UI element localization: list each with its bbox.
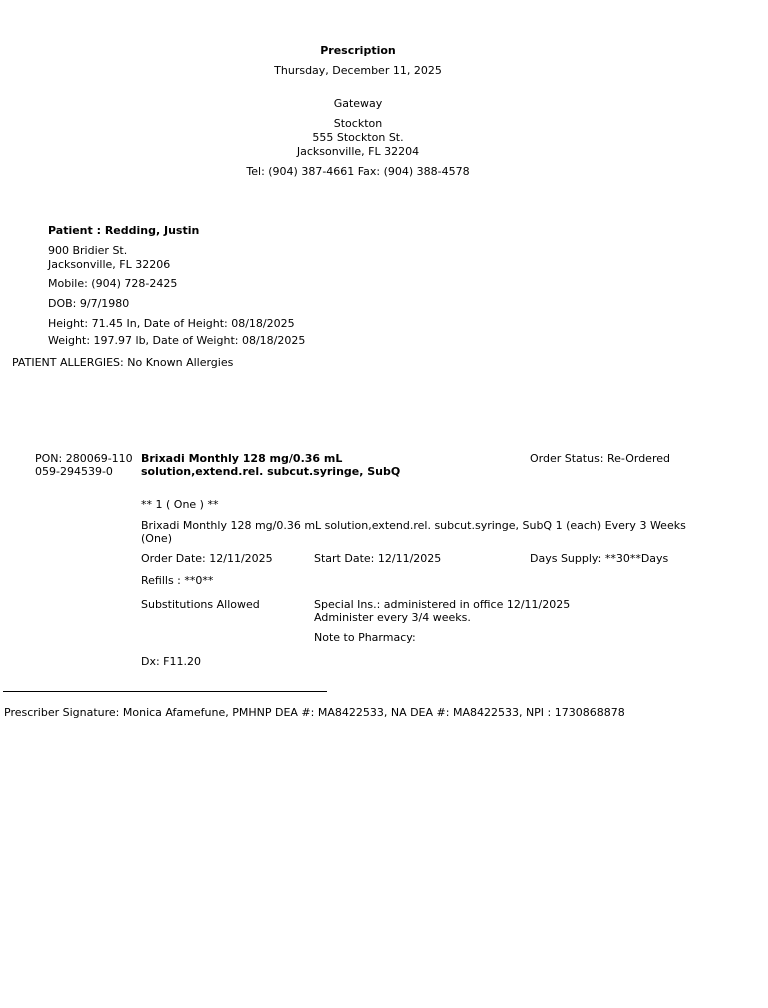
pharmacy-location: Stockton — [333, 117, 383, 130]
prescriber-signature: Prescriber Signature: Monica Afamefune, PMHNP DEA #: MA8422533, NA DEA #: MA8422533, NPI : 1730868878 — [4, 706, 625, 719]
patient-weight: Weight: 197.97 lb, Date of Weight: 08/18/2025 — [48, 334, 306, 347]
patient-height: Height: 71.45 In, Date of Height: 08/18/2025 — [48, 317, 295, 330]
special-instructions: Special Ins.: administered in office 12/11/2025 — [314, 598, 571, 611]
order-pon: PON: 280069-110059-294539-0 — [35, 452, 133, 478]
note-to-pharmacy: Note to Pharmacy: — [314, 631, 416, 644]
order-status: Order Status: Re-Ordered — [530, 452, 670, 465]
administer-instructions: Administer every 3/4 weeks. — [314, 611, 471, 624]
substitutions: Substitutions Allowed — [141, 598, 260, 611]
patient-mobile: Mobile: (904) 728-2425 — [48, 277, 178, 290]
order-date: Order Date: 12/11/2025 — [141, 552, 273, 565]
document-title: Prescription — [320, 44, 396, 57]
patient-street: 900 Bridier St. — [48, 244, 128, 257]
patient-city: Jacksonville, FL 32206 — [48, 258, 171, 271]
start-date: Start Date: 12/11/2025 — [314, 552, 442, 565]
diagnosis-code: Dx: F11.20 — [141, 655, 202, 668]
pharmacy-city: Jacksonville, FL 32204 — [296, 145, 420, 158]
order-sig: Brixadi Monthly 128 mg/0.36 mL solution,extend.rel. subcut.syringe, SubQ 1 (each) Every 3 Weeks (One) — [141, 519, 686, 545]
document-date: Thursday, December 11, 2025 — [274, 64, 442, 77]
days-supply: Days Supply: **30**Days — [530, 552, 669, 565]
pharmacy-name: Gateway — [333, 97, 383, 110]
signature-line — [3, 691, 327, 692]
pharmacy-phone-fax: Tel: (904) 387-4661 Fax: (904) 388-4578 — [246, 165, 470, 178]
patient-allergies: PATIENT ALLERGIES: No Known Allergies — [12, 356, 234, 369]
refills: Refills : **0** — [141, 574, 214, 587]
patient-name: Patient : Redding, Justin — [48, 224, 200, 237]
order-quantity: ** 1 ( One ) ** — [141, 498, 219, 511]
pharmacy-street: 555 Stockton St. — [312, 131, 404, 144]
drug-name: Brixadi Monthly 128 mg/0.36 mL solution,extend.rel. subcut.syringe, SubQ — [141, 452, 401, 478]
patient-dob: DOB: 9/7/1980 — [48, 297, 130, 310]
